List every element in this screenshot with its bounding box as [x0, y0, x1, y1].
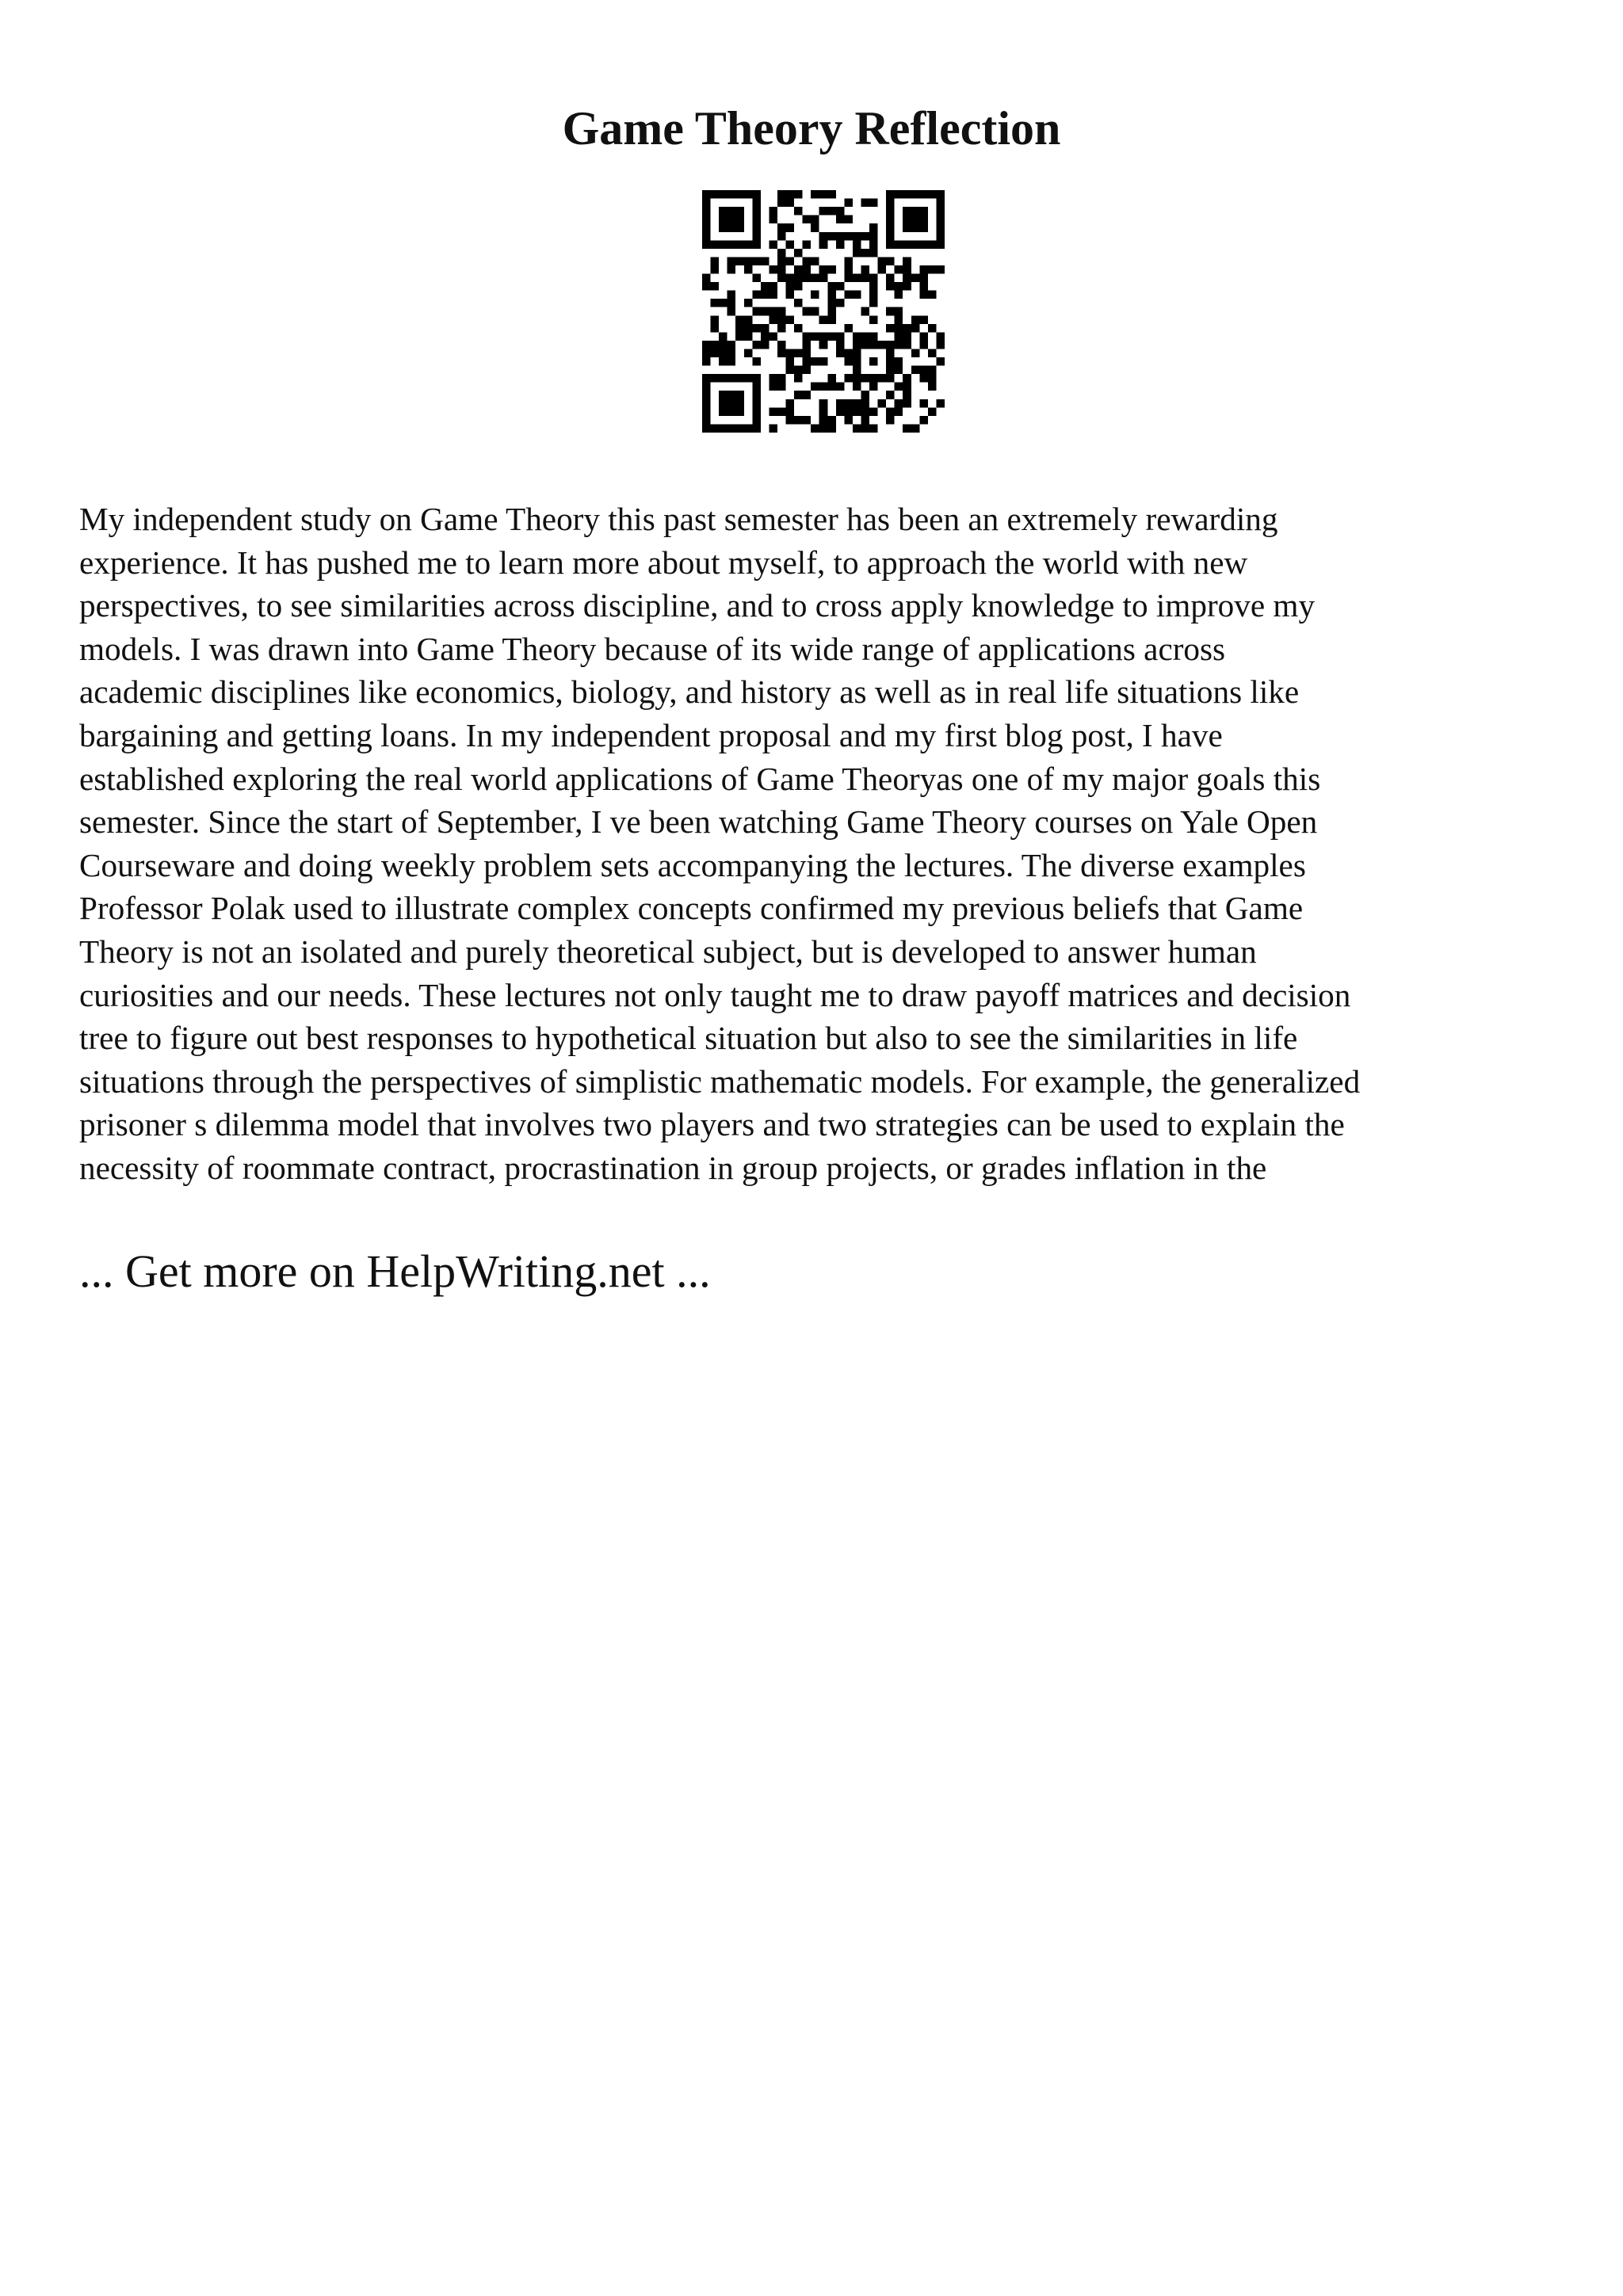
body-line: My independent study on Game Theory this past semester has been an extremely rewarding [79, 501, 1278, 537]
body-line: perspectives, to see similarities across discipline, and to cross apply knowledge to improve my [79, 587, 1316, 624]
body-line: bargaining and getting loans. In my independent proposal and my first blog post, I have [79, 716, 1223, 753]
get-more-link[interactable]: ... Get more on HelpWriting.net ... [79, 1245, 711, 1297]
body-line: experience. It has pushed me to learn more about myself, to approach the world with new [79, 543, 1248, 581]
body-line: Theory is not an isolated and purely theoretical subject, but is developed to answer human [79, 933, 1257, 970]
body-line: Professor Polak used to illustrate complex concepts confirmed my previous beliefs that Game [79, 890, 1304, 927]
body-line: prisoner s dilemma model that involves two players and two strategies can be used to explain the [79, 1106, 1345, 1143]
body-line: situations through the perspectives of simplistic mathematic models. For example, the generalized [79, 1062, 1361, 1100]
body-line: curiosities and our needs. These lectures not only taught me to draw payoff matrices and decision [79, 976, 1351, 1013]
body-line: models. I was drawn into Game Theory because of its wide range of applications across [79, 630, 1226, 667]
body-line: tree to figure out best responses to hypothetical situation but also to see the similarities in life [79, 1020, 1298, 1057]
body-line: Courseware and doing weekly problem sets accompanying the lectures. The diverse examples [79, 846, 1306, 883]
page-title: Game Theory Reflection [562, 102, 1061, 154]
body-line: necessity of roommate contract, procrastination in group projects, or grades inflation in the [79, 1149, 1267, 1186]
body-line: established exploring the real world applications of Game Theoryas one of my major goals this [79, 760, 1321, 797]
body-paragraph [79, 498, 1553, 1190]
qr-code-icon [702, 190, 945, 433]
body-line: academic disciplines like economics, biology, and history as well as in real life situations like [79, 673, 1300, 711]
body-line: semester. Since the start of September, I ve been watching Game Theory courses on Yale Open [79, 803, 1318, 841]
